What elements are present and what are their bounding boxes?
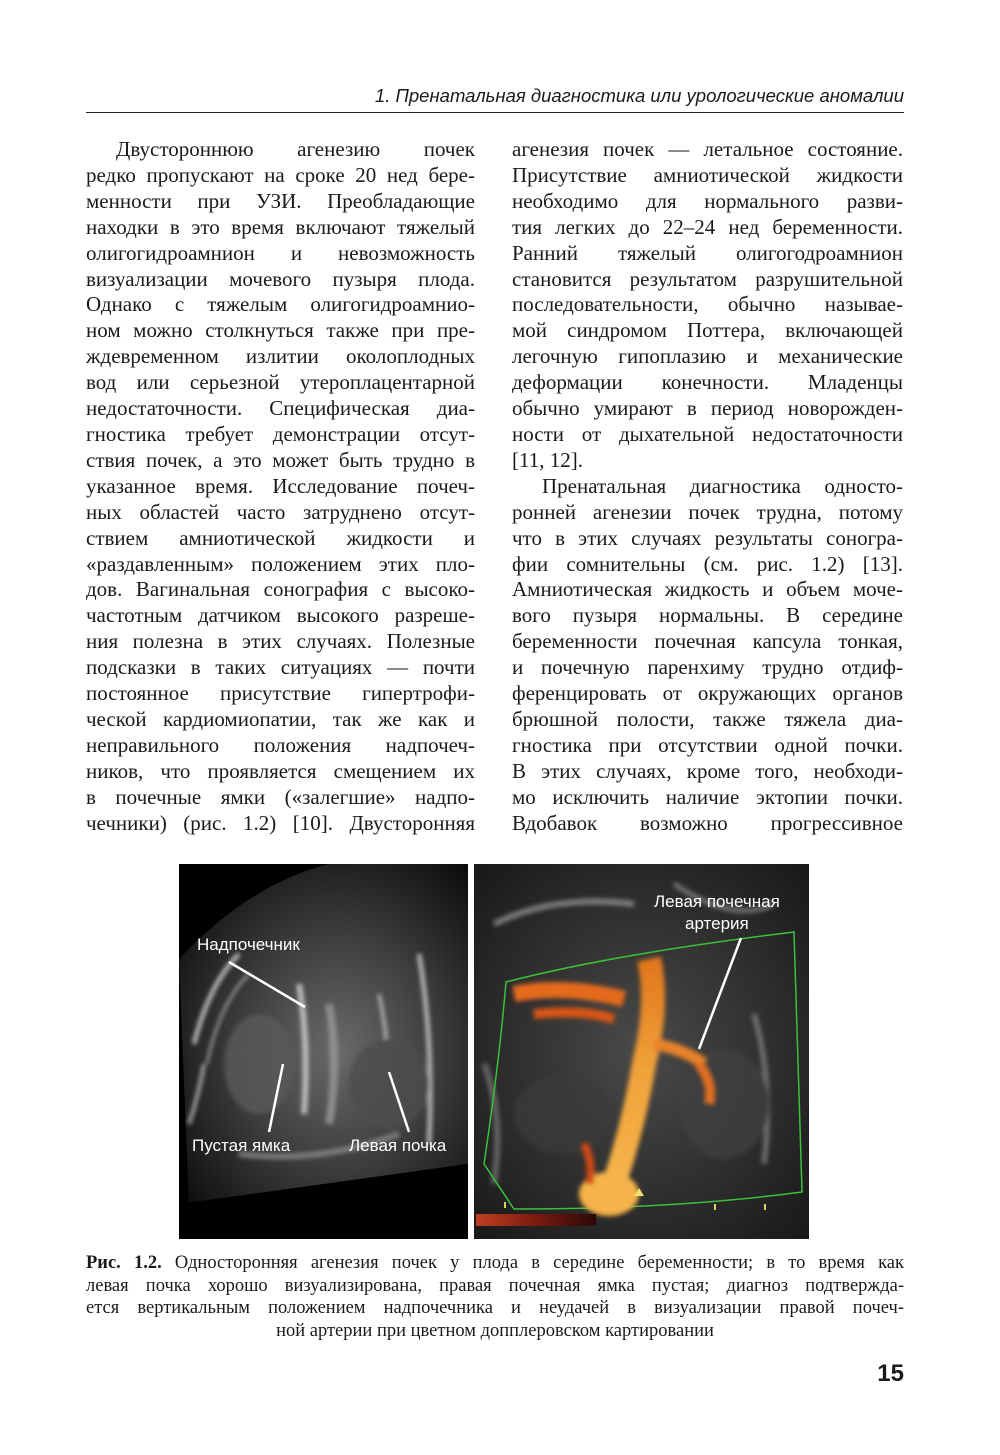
text-line: брюшной полости, также тяжела диа- — [512, 706, 903, 731]
text-line: что в этих случаях результаты соногра- — [512, 525, 903, 550]
text-line: ческой кардиомиопатии, так же как и — [86, 706, 475, 731]
text-line: и почечную паренхиму трудно отдиф- — [512, 655, 903, 680]
text-line: олигогидроамнион и невозможность — [86, 240, 475, 265]
text-line: необходимо для нормального разви- — [512, 188, 903, 213]
text-line: деформации конечности. Младенцы — [512, 370, 903, 395]
text-line: беременности почечная капсула тонкая, — [512, 629, 903, 654]
right-paragraph-1 — [512, 137, 903, 474]
text-line: ронней агенезии почек трудна, потому — [512, 499, 903, 524]
text-line: ном можно столкнуться также при пре- — [86, 318, 475, 343]
text-line: ных областей часто затруднено отсут- — [86, 499, 475, 524]
text-line: Пренатальная диагностика односто- — [542, 473, 903, 498]
label-left-kidney: Левая почка — [349, 1136, 447, 1155]
text-line: чечники) (рис. 1.2) [10]. Двусторонняя — [86, 810, 475, 835]
text-line: Однако с тяжелым олигогидроамнио- — [86, 292, 475, 317]
text-line: легочную гипоплазию и механические — [512, 344, 903, 369]
text-line: мой синдромом Поттера, включающей — [512, 318, 903, 343]
figure-1-2 — [179, 864, 809, 1239]
text-line: визуализации мочевого пузыря плода. — [86, 266, 475, 291]
text-line: последовательности, обычно называе- — [512, 292, 903, 317]
text-line: обычно умирают в период новорожден- — [512, 396, 903, 421]
text-line: редко пропускают на сроке 20 нед бере- — [86, 162, 475, 187]
ultrasound-left-graphic — [179, 864, 468, 1239]
page-number: 15 — [877, 1360, 904, 1387]
running-head: 1. Пренатальная диагностика или урологические аномалии — [86, 80, 904, 113]
text-line: Ранний тяжелый олигогодроамнион — [512, 240, 903, 265]
text-line: недостаточности. Специфическая диа- — [86, 396, 475, 421]
text-line: вод или серьезной утероплацентарной — [86, 370, 475, 395]
text-line: В этих случаях, кроме того, необходи- — [512, 758, 903, 783]
text-line: ствием амниотической жидкости и — [86, 525, 475, 550]
caption-label: Рис. 1.2. — [86, 1253, 162, 1273]
label-renal-artery — [654, 891, 780, 935]
text-line: в почечные ямки («залегшие» надпо- — [86, 784, 475, 809]
left-paragraph — [86, 137, 475, 836]
text-line: подсказки в таких ситуациях — почти — [86, 655, 475, 680]
text-line: Присутствие амниотической жидкости — [512, 162, 903, 187]
label-empty-fossa: Пустая ямка — [192, 1136, 291, 1155]
text-line: постоянное присутствие гипертрофи- — [86, 681, 475, 706]
text-line: ждевременном излитии околоплодных — [86, 344, 475, 369]
figure-caption — [86, 1252, 904, 1342]
text-line: фии сомнительны (см. рис. 1.2) [13]. — [512, 551, 903, 576]
text-line: находки в это время включают тяжелый — [86, 214, 475, 239]
text-line: ности от дыхательной недостаточности — [512, 421, 903, 446]
text-line: ников, что проявляется смещением их — [86, 758, 475, 783]
text-line: частотным датчиком высокого разреше- — [86, 603, 475, 628]
text-line: ствия почек, а это может быть трудно в — [86, 447, 475, 472]
text-line: мо исключить наличие эктопии почки. — [512, 784, 903, 809]
label-adrenal: Надпочечник — [197, 935, 300, 954]
text-line: гностика требует демонстрации отсут- — [86, 421, 475, 446]
text-line: менности при УЗИ. Преобладающие — [86, 188, 475, 213]
caption-line-4: ной артерии при цветном допплеровском картировании — [276, 1320, 714, 1341]
text-line: Двустороннюю агенезию почек — [116, 137, 475, 161]
doppler-image-right — [474, 864, 809, 1239]
label-renal-artery-line2: артерия — [685, 914, 749, 933]
right-paragraph-2 — [512, 474, 903, 837]
text-line: становится результатом разрушительной — [512, 266, 903, 291]
caption-line-3: ется вертикальным положением надпочечника и неудачей в визуализации правой почеч- — [86, 1298, 904, 1318]
label-renal-artery-line1: Левая почечная — [654, 892, 780, 911]
left-column — [86, 137, 475, 836]
text-line: указанное время. Исследование почеч- — [86, 473, 475, 498]
text-line: Вдобавок возможно прогрессивное — [512, 810, 903, 835]
ultrasound-image-left — [179, 864, 468, 1239]
caption-line-1-text: Односторонняя агенезия почек у плода в середине беременности; в то время как — [161, 1253, 904, 1273]
text-line: тия легких до 22–24 нед беременности. — [512, 214, 903, 239]
right-column — [512, 137, 903, 836]
text-line: Амниотическая жидкость и объем моче- — [512, 577, 903, 602]
text-line: дов. Вагинальная сонография с высоко- — [86, 577, 475, 602]
text-line: неправильного положения надпочеч- — [86, 732, 475, 757]
text-line: ференцировать от окружающих органов — [512, 681, 903, 706]
text-line: «раздавленным» положением этих пло- — [86, 551, 475, 576]
text-line: ния полезна в этих случаях. Полезные — [86, 629, 475, 654]
caption-line-1 — [86, 1252, 904, 1275]
caption-line-2: левая почка хорошо визуализирована, правая почечная ямка пустая; диагноз подтвержда- — [86, 1275, 904, 1296]
text-line: [11, 12]. — [512, 447, 583, 472]
text-line: вого пузыря нормальны. В середине — [512, 603, 903, 628]
text-line: агенезия почек — летальное состояние. — [512, 137, 903, 161]
text-line: гностика при отсутствии одной почки. — [512, 732, 903, 757]
